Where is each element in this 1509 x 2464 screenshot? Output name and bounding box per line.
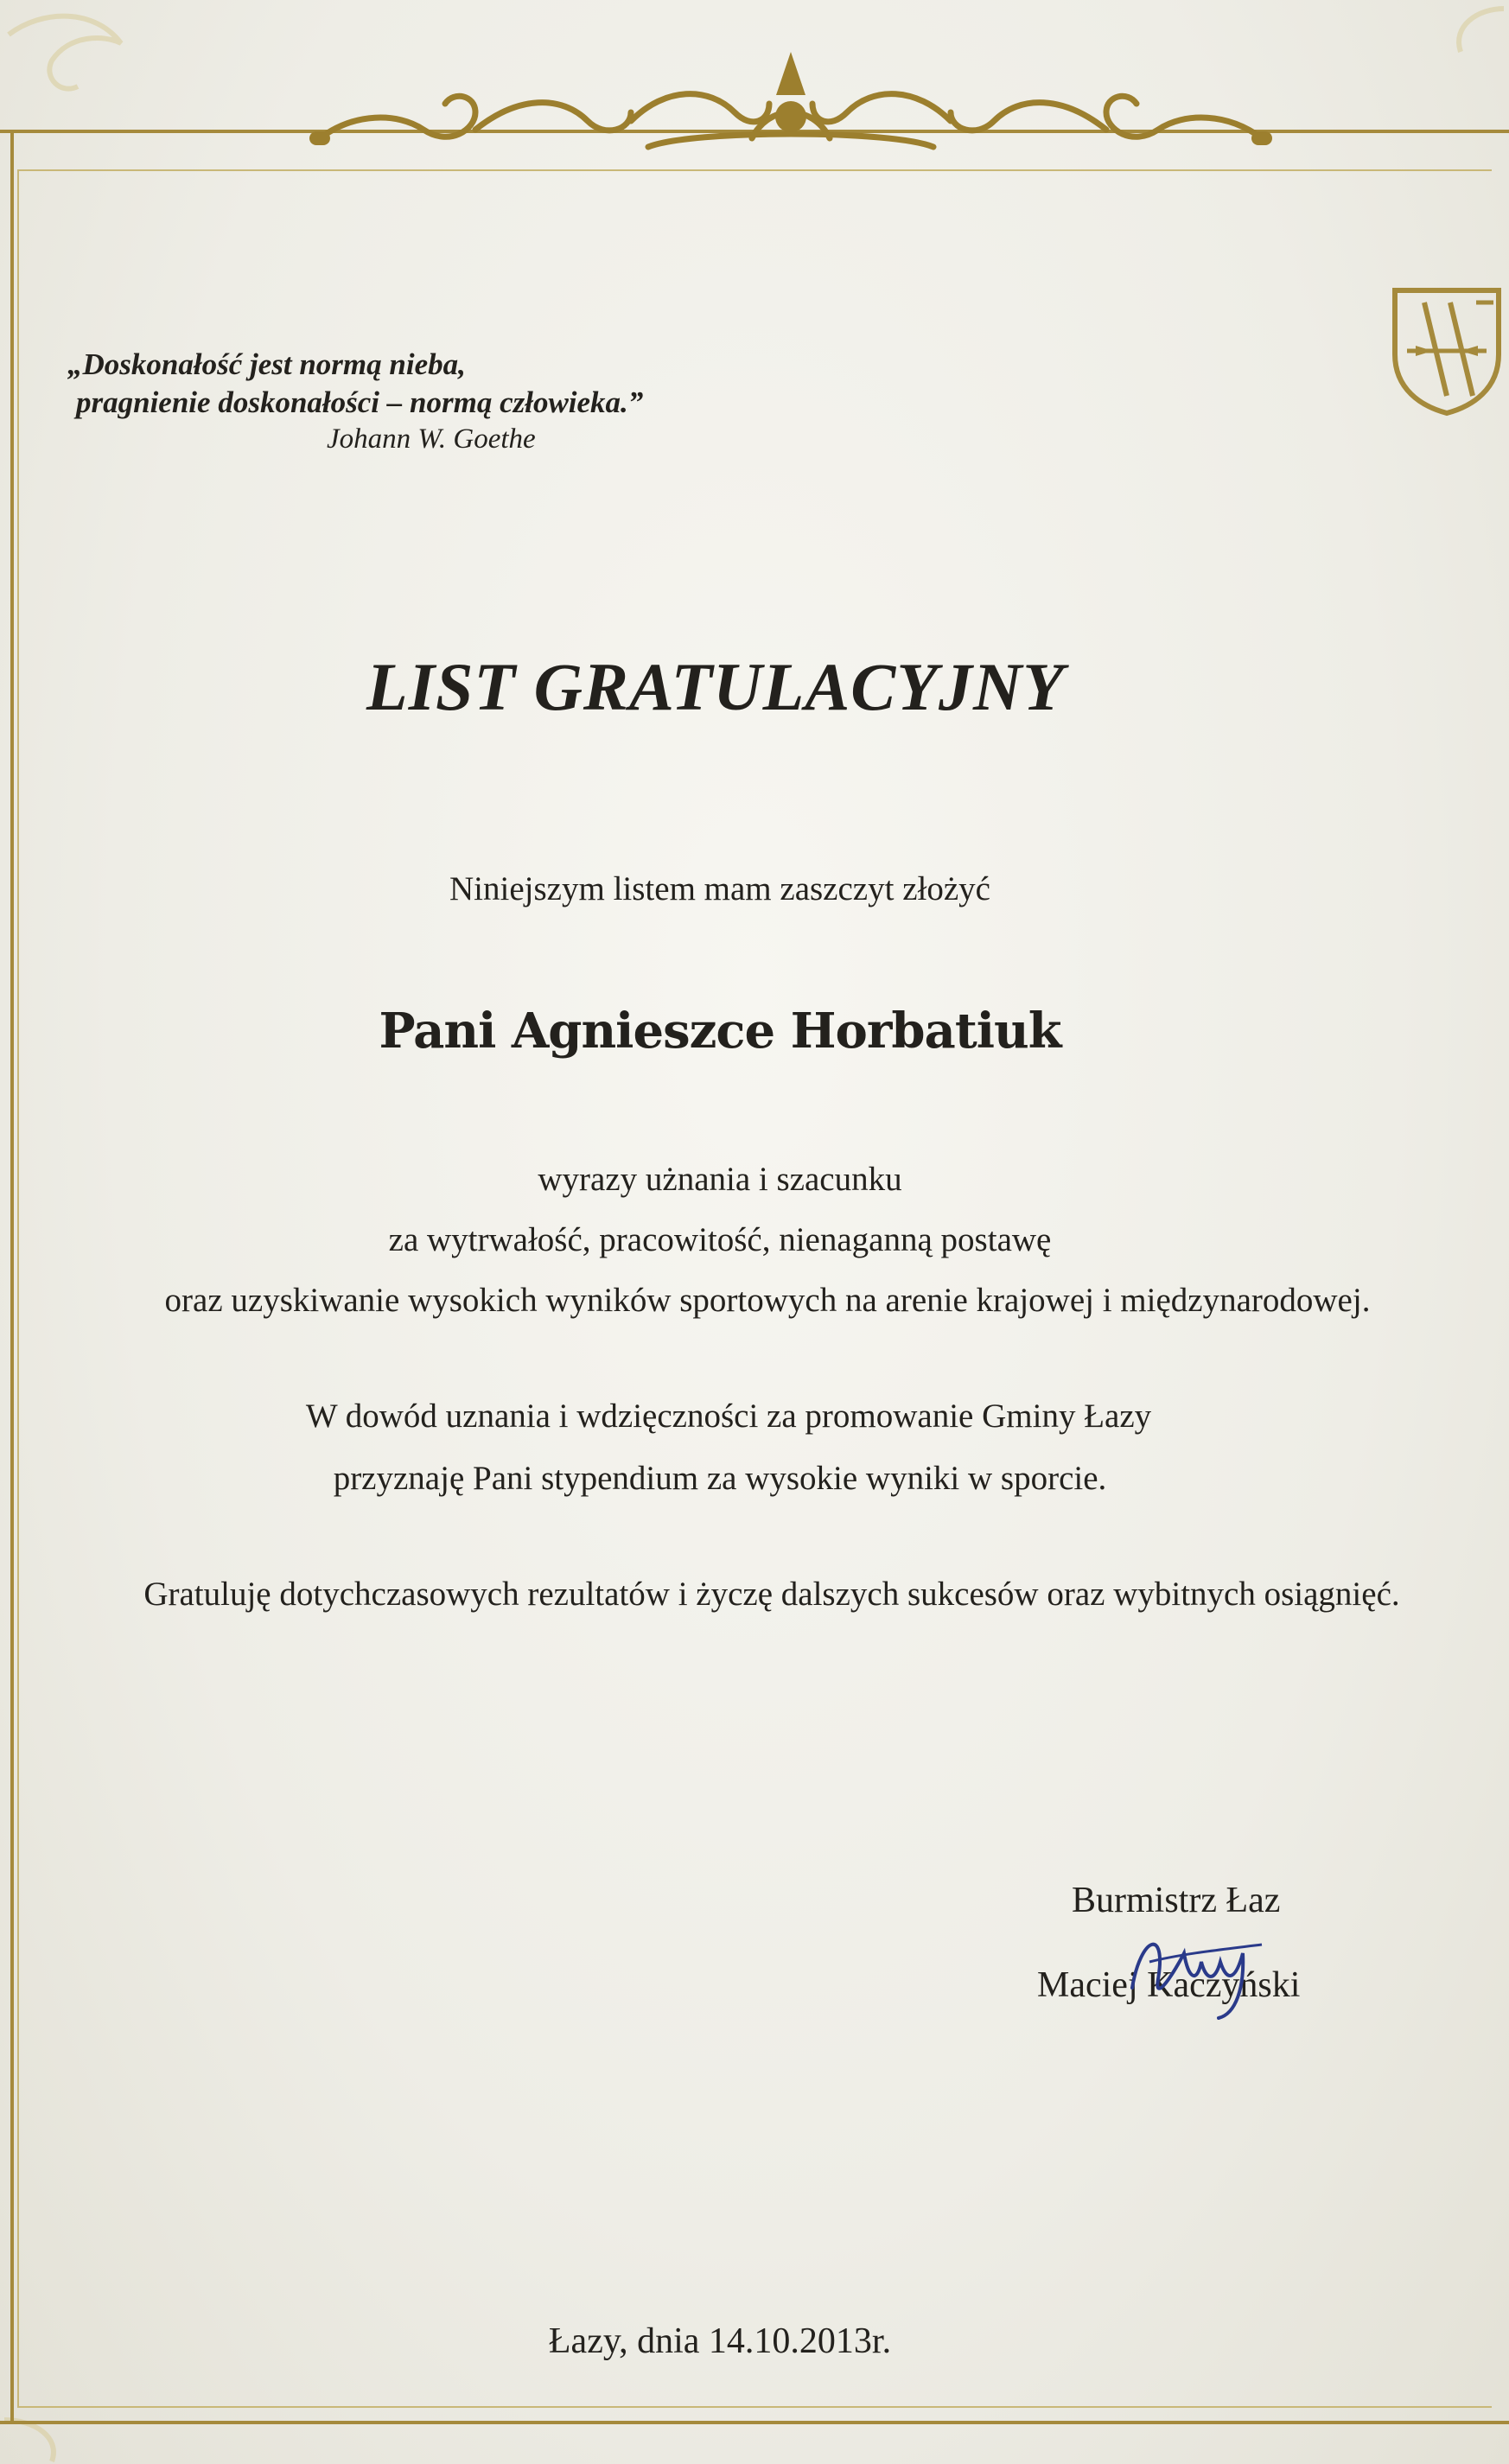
corner-swirl-top-left [0,0,138,130]
corner-swirl-top-right [1435,0,1509,69]
signatory-role: Burmistrz Łaz [1072,1881,1281,1920]
body-line-2: za wytrwałość, pracowitość, nienaganną postawę [388,1221,1052,1258]
body-line-5: przyznaję Pani stypendium za wysokie wyniki w sporcie. [333,1460,1107,1497]
quote-line-1: „Doskonałość jest normą nieba, [67,347,466,381]
quote-line-2: pragnienie doskonałości – normą człowieka.” [76,385,644,419]
quote-author: Johann W. Goethe [327,423,536,455]
certificate-title: LIST GRATULACYJNY [366,649,1065,724]
body-line-6: Gratuluję dotychczasowych rezultatów i życzę dalszych sukcesów oraz wybitnych osiągnięć. [143,1576,1400,1613]
body-line-4: W dowód uznania i wdzięczności za promowanie Gminy Łazy [305,1398,1152,1435]
goethe-quote [67,346,845,456]
issue-date: Łazy, dnia 14.10.2013r. [548,2321,892,2361]
recipient-name: Pani Agnieszce Horbatiuk [379,1003,1061,1060]
gold-ornament-icon [302,35,1279,164]
coat-of-arms-icon [1390,285,1504,417]
signatory-name: Maciej Kaczyński [1037,1965,1301,2005]
left-gold-frame [10,130,14,2424]
body-line-1: wyrazy użnania i szacunku [538,1161,902,1198]
body-line-3: oraz uzyskiwanie wysokich wyników sportowych na arenie krajowej i międzynarodowej. [164,1282,1371,1319]
handwritten-signature-icon [1115,1901,1270,2022]
intro-text: Niniejszym listem mam zaszczyt złożyć [449,870,990,907]
